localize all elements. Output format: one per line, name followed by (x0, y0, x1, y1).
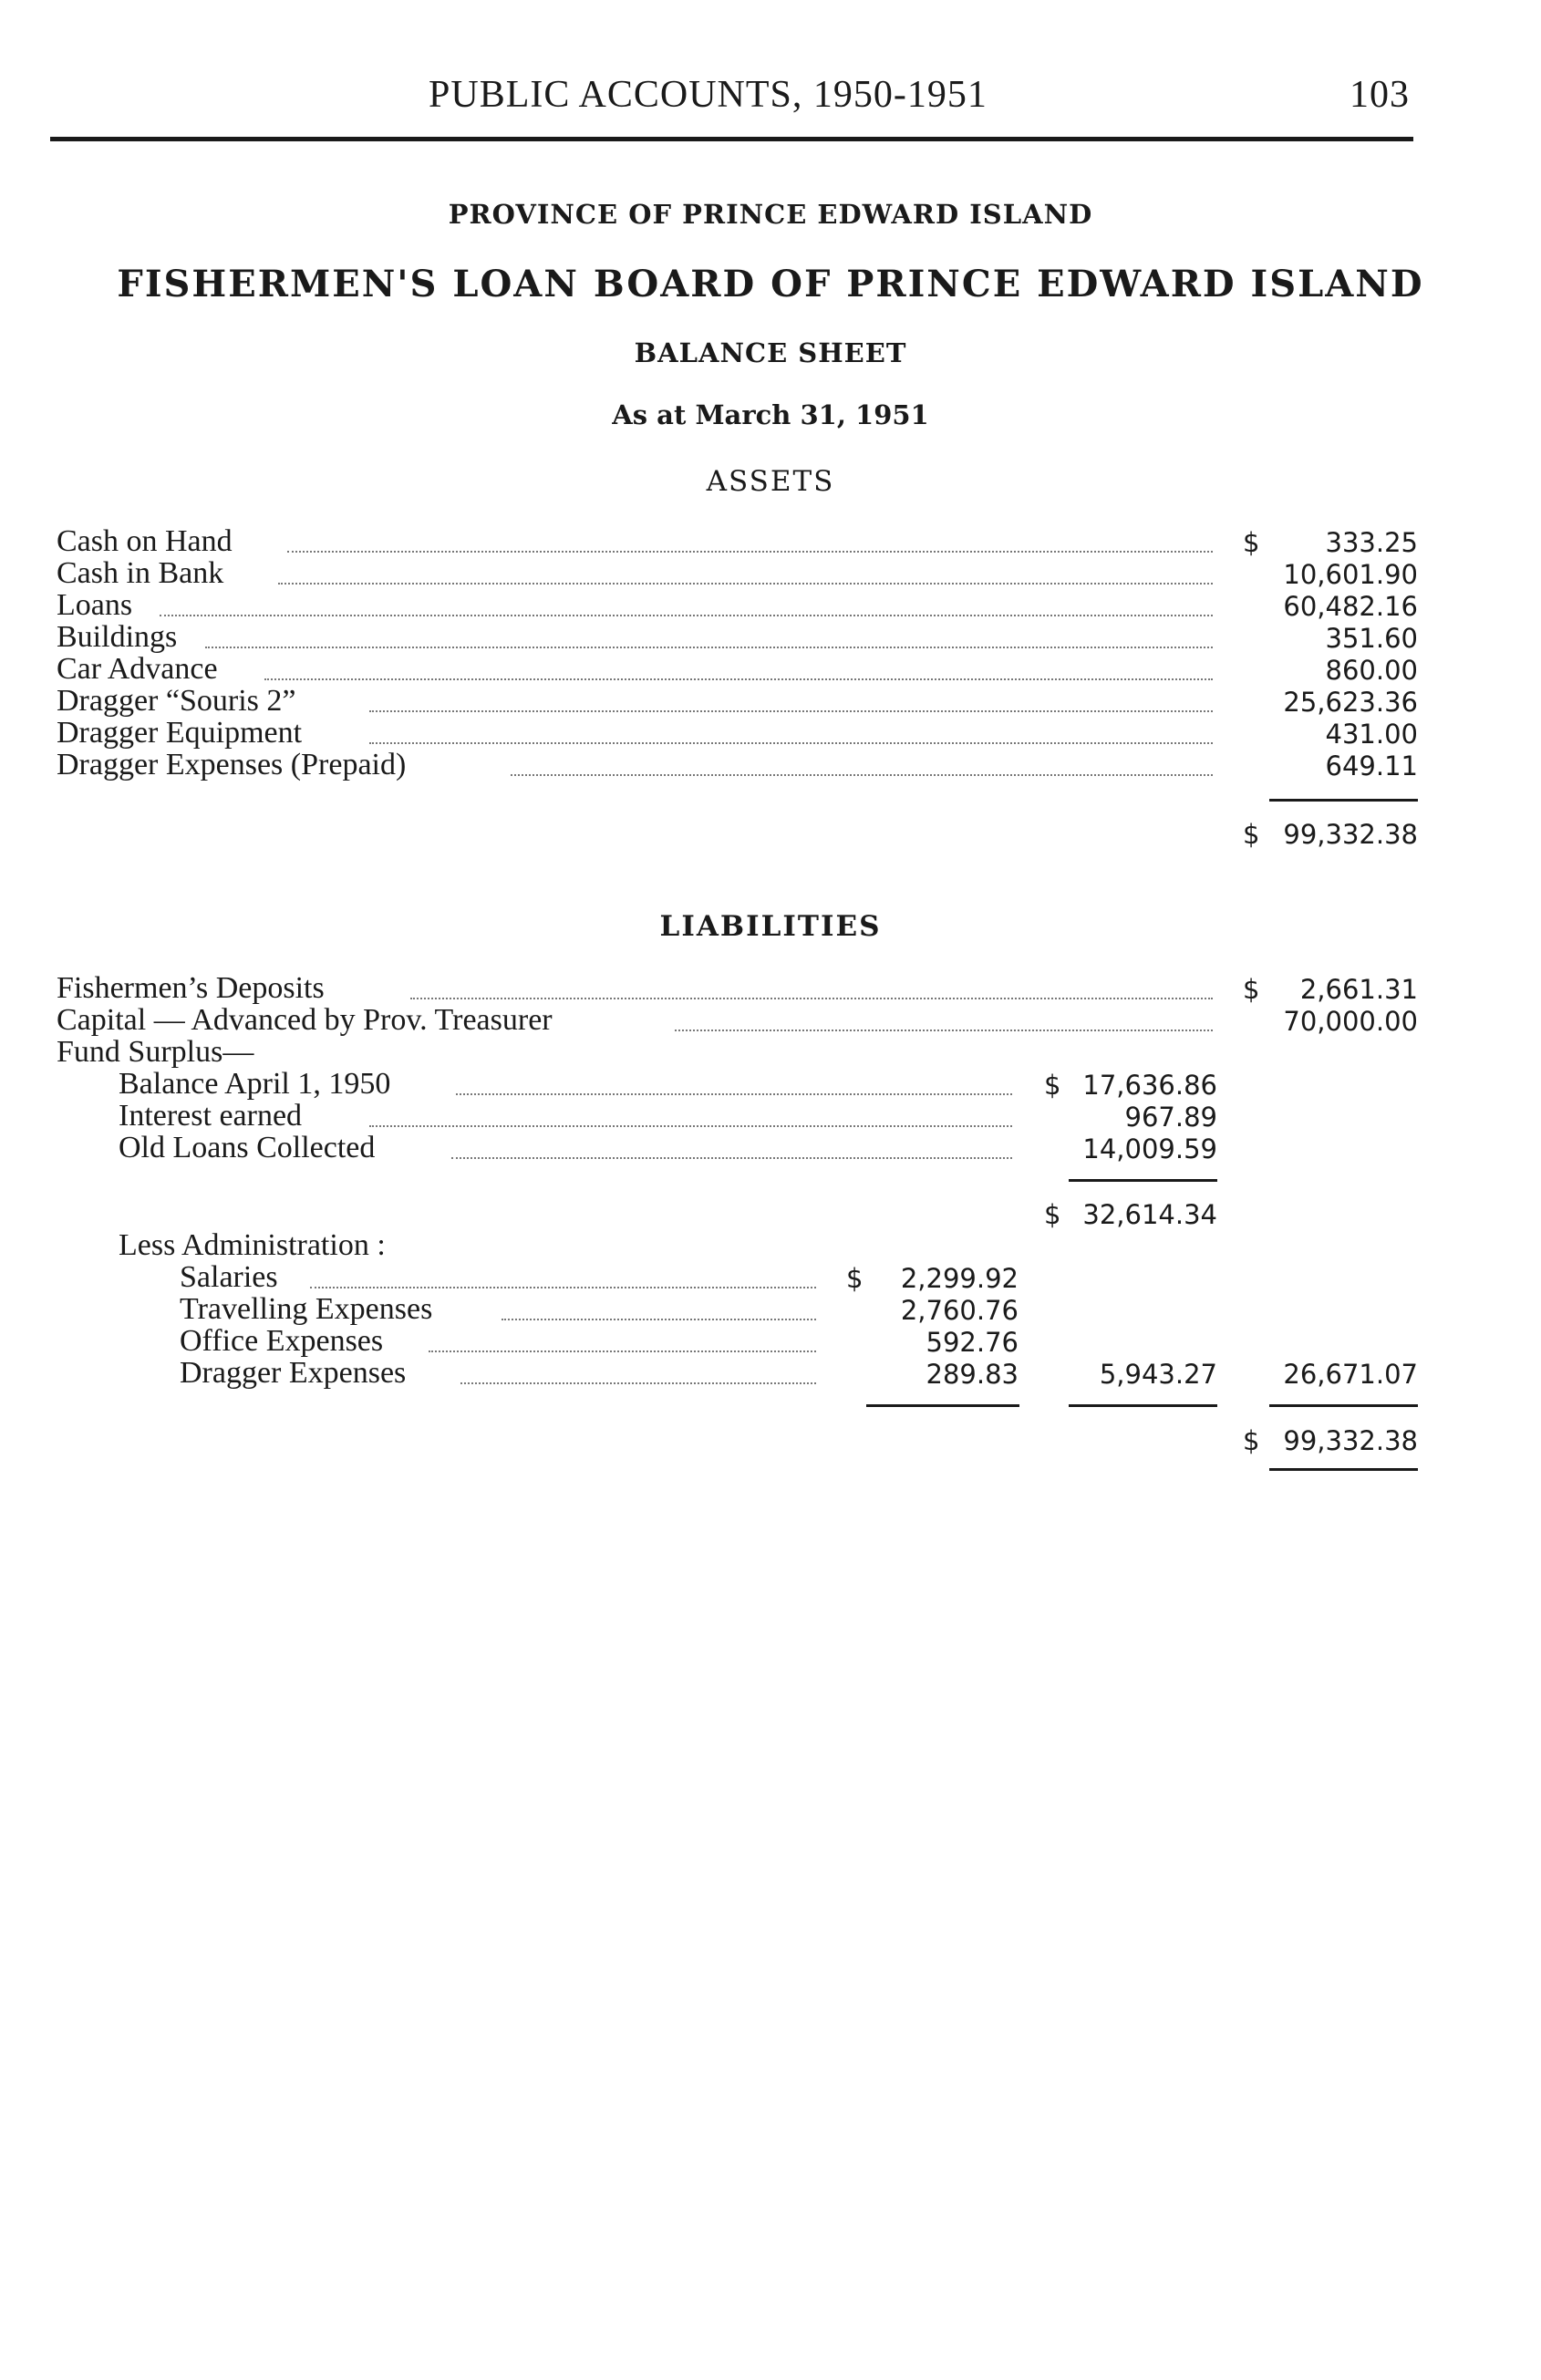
leader-dots (310, 1287, 816, 1288)
surplus-label: Interest earned (119, 1099, 303, 1133)
assets-total: 99,332.38 (1283, 819, 1418, 850)
assets-heading: ASSETS (706, 465, 835, 498)
leader-dots (287, 551, 1213, 553)
surplus-subtotal-rule (1069, 1179, 1217, 1182)
province-title: PROVINCE OF PRINCE EDWARD ISLAND (448, 199, 1093, 230)
admin-subtotal-rule (1069, 1404, 1217, 1407)
page-number: 103 (1350, 74, 1410, 116)
net-surplus-rule (1269, 1404, 1418, 1407)
asset-amount: 860.00 (1325, 655, 1418, 686)
surplus-amount: 14,009.59 (1082, 1133, 1217, 1164)
leader-dots (451, 1157, 1012, 1159)
liabilities-total-rule (1269, 1468, 1418, 1471)
leader-dots (264, 678, 1213, 680)
dollar-sign: $ (1243, 527, 1260, 558)
admin-label: Travelling Expenses (180, 1292, 433, 1326)
asset-label: Car Advance (57, 652, 218, 686)
asset-amount: 10,601.90 (1283, 559, 1418, 590)
fund-surplus-label: Fund Surplus— (57, 1035, 254, 1069)
leader-dots (369, 710, 1213, 712)
asset-amount: 351.60 (1325, 623, 1418, 654)
leader-dots (369, 742, 1213, 744)
deposits-label: Fishermen’s Deposits (57, 971, 325, 1005)
leader-dots (502, 1319, 816, 1320)
admin-label: Office Expenses (180, 1324, 384, 1358)
leader-dots (160, 615, 1213, 616)
dollar-sign: $ (1044, 1070, 1061, 1101)
dollar-sign: $ (1044, 1199, 1061, 1230)
leader-dots (410, 998, 1213, 999)
dollar-sign: $ (846, 1263, 864, 1294)
admin-amount: 2,299.92 (900, 1263, 1019, 1294)
capital-label: Capital — Advanced by Prov. Treasurer (57, 1003, 553, 1037)
leader-dots (511, 774, 1213, 776)
asset-label: Cash in Bank (57, 556, 224, 590)
liabilities-heading: LIABILITIES (659, 910, 882, 943)
leader-dots (675, 1030, 1213, 1031)
asset-label: Dragger Expenses (Prepaid) (57, 748, 407, 781)
dollar-sign: $ (1243, 974, 1260, 1005)
leader-dots (278, 583, 1213, 585)
leader-dots (205, 647, 1213, 648)
admin-label: Salaries (180, 1260, 278, 1294)
administration-label: Less Administration : (119, 1228, 386, 1262)
asset-label: Loans (57, 588, 133, 622)
asset-amount: 25,623.36 (1283, 687, 1418, 718)
admin-amount: 289.83 (926, 1359, 1019, 1390)
asset-label: Cash on Hand (57, 524, 233, 558)
liabilities-total: 99,332.38 (1283, 1425, 1418, 1456)
asset-amount: 333.25 (1325, 527, 1418, 558)
deposits-amount: 2,661.31 (1299, 974, 1418, 1005)
surplus-label: Old Loans Collected (119, 1131, 376, 1164)
asset-label: Buildings (57, 620, 178, 654)
leader-dots (456, 1093, 1012, 1095)
statement-title: BALANCE SHEET (634, 337, 907, 368)
running-title: PUBLIC ACCOUNTS, 1950-1951 (429, 74, 988, 116)
administration-total: 5,943.27 (1099, 1359, 1217, 1390)
admin-amount: 2,760.76 (900, 1295, 1019, 1326)
leader-dots (429, 1350, 816, 1352)
asset-amount: 60,482.16 (1283, 591, 1418, 622)
leader-dots (460, 1382, 816, 1384)
board-title: FISHERMEN'S LOAN BOARD OF PRINCE EDWARD ISLAND (117, 263, 1424, 305)
statement-date: As at March 31, 1951 (612, 399, 929, 430)
capital-amount: 70,000.00 (1283, 1006, 1418, 1037)
surplus-amount: 967.89 (1124, 1102, 1217, 1133)
asset-amount: 431.00 (1325, 719, 1418, 750)
surplus-label: Balance April 1, 1950 (119, 1067, 391, 1101)
leader-dots (369, 1125, 1012, 1127)
header-rule (50, 137, 1413, 141)
dollar-sign: $ (1243, 1425, 1260, 1456)
surplus-subtotal: 32,614.34 (1082, 1199, 1217, 1230)
surplus-amount: 17,636.86 (1082, 1070, 1217, 1101)
admin-label: Dragger Expenses (180, 1356, 407, 1390)
admin-total-rule (866, 1404, 1019, 1407)
net-surplus: 26,671.07 (1283, 1359, 1418, 1390)
assets-total-rule (1269, 799, 1418, 802)
asset-amount: 649.11 (1325, 750, 1418, 781)
asset-label: Dragger Equipment (57, 716, 303, 750)
dollar-sign: $ (1243, 819, 1260, 850)
asset-label: Dragger “Souris 2” (57, 684, 296, 718)
admin-amount: 592.76 (926, 1327, 1019, 1358)
